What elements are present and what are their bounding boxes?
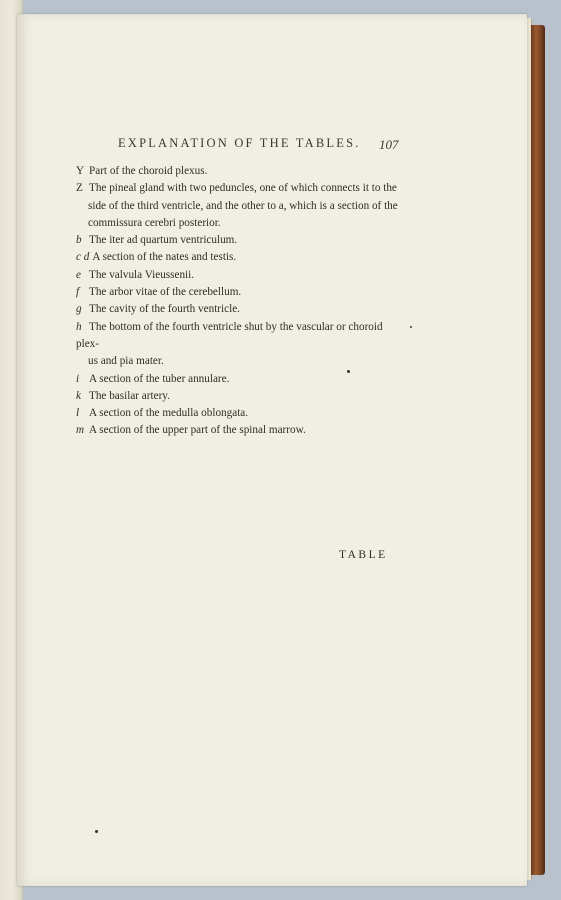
entry-text: The pineal gland with two peduncles, one of which connects it to the (89, 182, 397, 195)
entry-key: h (76, 320, 82, 333)
legend-entry (76, 180, 406, 197)
entry-continuation: us and pia mater. (88, 355, 164, 368)
legend-entry (76, 388, 406, 405)
running-head: EXPLANATION OF THE TABLES. (118, 136, 361, 150)
entry-key: k (76, 389, 81, 402)
entry-text: The arbor vitae of the cerebellum. (89, 286, 242, 299)
legend-entries (76, 163, 406, 440)
legend-entry (76, 284, 406, 301)
legend-entry (76, 301, 406, 318)
legend-entry (76, 405, 406, 422)
catchword: TABLE (339, 549, 388, 561)
entry-text: A section of the nates and testis. (92, 251, 237, 264)
leather-binding-edge (531, 25, 545, 875)
legend-entry (76, 371, 406, 388)
entry-key: c d (76, 251, 90, 264)
entry-text: The cavity of the fourth ventricle. (89, 303, 240, 316)
legend-entry (76, 422, 406, 439)
entry-key: i (76, 372, 80, 385)
paper-speck (95, 830, 98, 833)
entry-key: e (76, 268, 81, 281)
entry-key: l (76, 407, 80, 420)
entry-text: The bottom of the fourth ventricle shut by the vascular or choroid plex- (76, 320, 383, 350)
entry-key: m (76, 424, 85, 437)
entry-text: The basilar artery. (89, 389, 170, 402)
legend-entry (76, 267, 406, 284)
legend-entry (76, 163, 406, 180)
entry-text: The valvula Vieussenii. (89, 268, 195, 281)
entry-key: Z (76, 182, 83, 195)
entry-text: The iter ad quartum ventriculum. (89, 234, 238, 247)
entry-key: f (76, 286, 80, 299)
entry-key: g (76, 303, 82, 316)
paper-speck (410, 326, 412, 328)
entry-text: A section of the medulla oblongata. (89, 407, 249, 420)
entry-text: Part of the choroid plexus. (89, 165, 208, 177)
entry-key: Y (76, 165, 85, 177)
legend-entry (76, 232, 406, 249)
entry-text: A section of the upper part of the spinal marrow. (89, 424, 306, 437)
entry-text: A section of the tuber annulare. (89, 372, 230, 385)
entry-continuation: commissura cerebri posterior. (88, 216, 221, 229)
entry-key: b (76, 234, 82, 247)
page-number: 107 (379, 137, 399, 152)
legend-entry (76, 249, 406, 266)
entry-continuation: side of the third ventricle, and the other to a, which is a section of the (88, 199, 398, 212)
legend-entry (76, 319, 406, 354)
